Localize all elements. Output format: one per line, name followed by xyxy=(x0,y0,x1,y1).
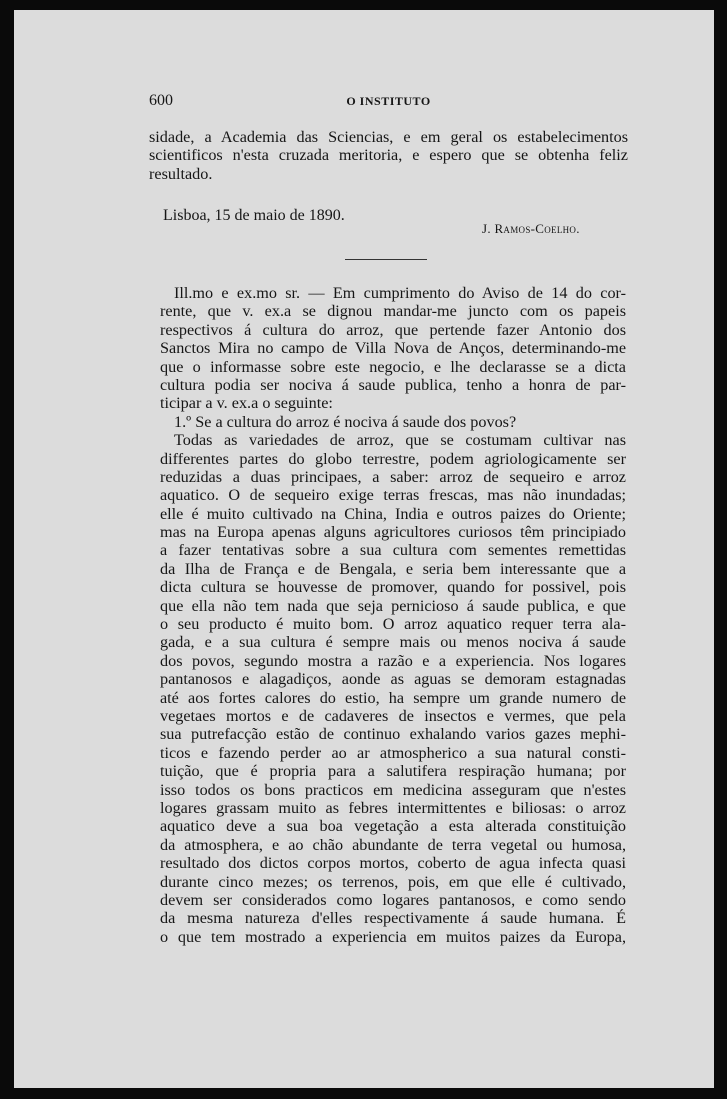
letter-line: isso todos os bons practicos em medicina asseguram que n'estes xyxy=(160,780,626,799)
letter-line: durante cinco mezes; os terrenos, pois, em que elle é cultivado, xyxy=(160,872,626,891)
letter-line: pantanosos e alagadiços, aonde as aguas se demoram estagnadas xyxy=(160,670,626,689)
letter-line: até aos fortes calores do estio, ha sempre um grande numero de xyxy=(160,688,626,707)
letter-line: da atmosphera, e ao chão abundante de terra vegetal ou humosa, xyxy=(160,835,626,854)
journal-title: O INSTITUTO xyxy=(346,94,431,108)
letter-line: a fazer tentativas sobre a sua cultura com sementes remettidas xyxy=(160,541,626,560)
letter-line: differentes partes do globo terrestre, podem agriologicamente ser xyxy=(160,449,626,468)
letter-line: o que tem mostrado a experiencia em muitos paizes da Europa, xyxy=(160,927,626,946)
letter-line: rente, que v. ex.a se dignou mandar-me juncto com os papeis xyxy=(160,302,626,321)
letter-line: dos povos, segundo mostra a razão e a experiencia. Nos logares xyxy=(160,651,626,670)
letter-line: vegetaes mortos e de cadaveres de insectos e vermes, que pela xyxy=(160,706,626,725)
letter-line: ticipar a v. ex.a o seguinte: xyxy=(160,394,333,413)
letter-line: devem ser considerados como logares pantanosos, e como sendo xyxy=(160,890,626,909)
letter-line: logares grassam muito as febres intermittentes e biliosas: o arroz xyxy=(160,798,626,817)
letter-line: aquatico deve a sua boa vegetação a esta alterada constituição xyxy=(160,817,626,836)
letter-line: cultura podia ser nociva á saude publica, tenho a honra de par- xyxy=(160,375,626,394)
closing-line: resultado. xyxy=(149,164,213,183)
letter-body xyxy=(160,284,626,946)
letter-line: Sanctos Mira no campo de Villa Nova de Anços, determinando-me xyxy=(160,339,626,358)
section-divider xyxy=(345,259,427,260)
letter-line: resultado dos dictos corpos mortos, coberto de agua infecta quasi xyxy=(160,854,626,873)
page-number: 600 xyxy=(149,92,173,109)
letter-line: da mesma natureza d'elles respectivamente á saude humana. É xyxy=(160,909,626,928)
letter-line: que ella não tem nada que seja pernicioso á saude publica, e que xyxy=(160,596,626,615)
letter-line: gada, e a sua cultura é sempre mais ou menos nociva á saude xyxy=(160,633,626,652)
dateline: Lisboa, 15 de maio de 1890. xyxy=(163,207,345,224)
letter-line: reduzidas a duas principaes, a saber: arroz de sequeiro e arroz xyxy=(160,467,626,486)
letter-line: sua putrefacção estão de continuo exhalando varios gazes mephi- xyxy=(160,725,626,744)
letter-line: ticos e fazendo perder ao ar atmospherico a sua natural consti- xyxy=(160,743,626,762)
closing-line: scientificos n'esta cruzada meritoria, e espero que se obtenha feliz xyxy=(149,146,628,165)
letter-line: 1.º Se a cultura do arroz é nociva á saude dos povos? xyxy=(174,412,517,431)
running-head xyxy=(149,92,628,112)
signature: J. Ramos-Coelho. xyxy=(482,221,580,236)
letter-line: o seu producto é muito bom. O arroz aquatico requer terra ala- xyxy=(160,615,626,634)
closing-line: sidade, a Academia das Sciencias, e em geral os estabelecimentos xyxy=(149,128,628,146)
letter-line: Todas as variedades de arroz, que se costumam cultivar nas xyxy=(174,431,626,450)
letter-line: mas na Europa apenas alguns agricultores curiosos têm principiado xyxy=(160,523,626,542)
closing-paragraph xyxy=(149,128,628,183)
letter-line: que o informasse sobre este negocio, e lhe declarasse se a dicta xyxy=(160,357,626,376)
letter-line: da Ilha de França e de Bengala, e seria bem interessante que a xyxy=(160,559,626,578)
letter-line: Ill.mo e ex.mo sr. — Em cumprimento do Aviso de 14 do cor- xyxy=(174,284,626,302)
letter-line: respectivos á cultura do arroz, que pertende fazer Antonio dos xyxy=(160,320,626,339)
letter-line: elle é muito cultivado na China, India e outros paizes do Oriente; xyxy=(160,504,626,523)
letter-line: dicta cultura se houvesse de promover, quando for possivel, pois xyxy=(160,578,626,597)
letter-line: aquatico. O de sequeiro exige terras frescas, mas não inundadas; xyxy=(160,486,626,505)
letter-line: tuição, que é propria para a salutifera respiração humana; por xyxy=(160,762,626,781)
